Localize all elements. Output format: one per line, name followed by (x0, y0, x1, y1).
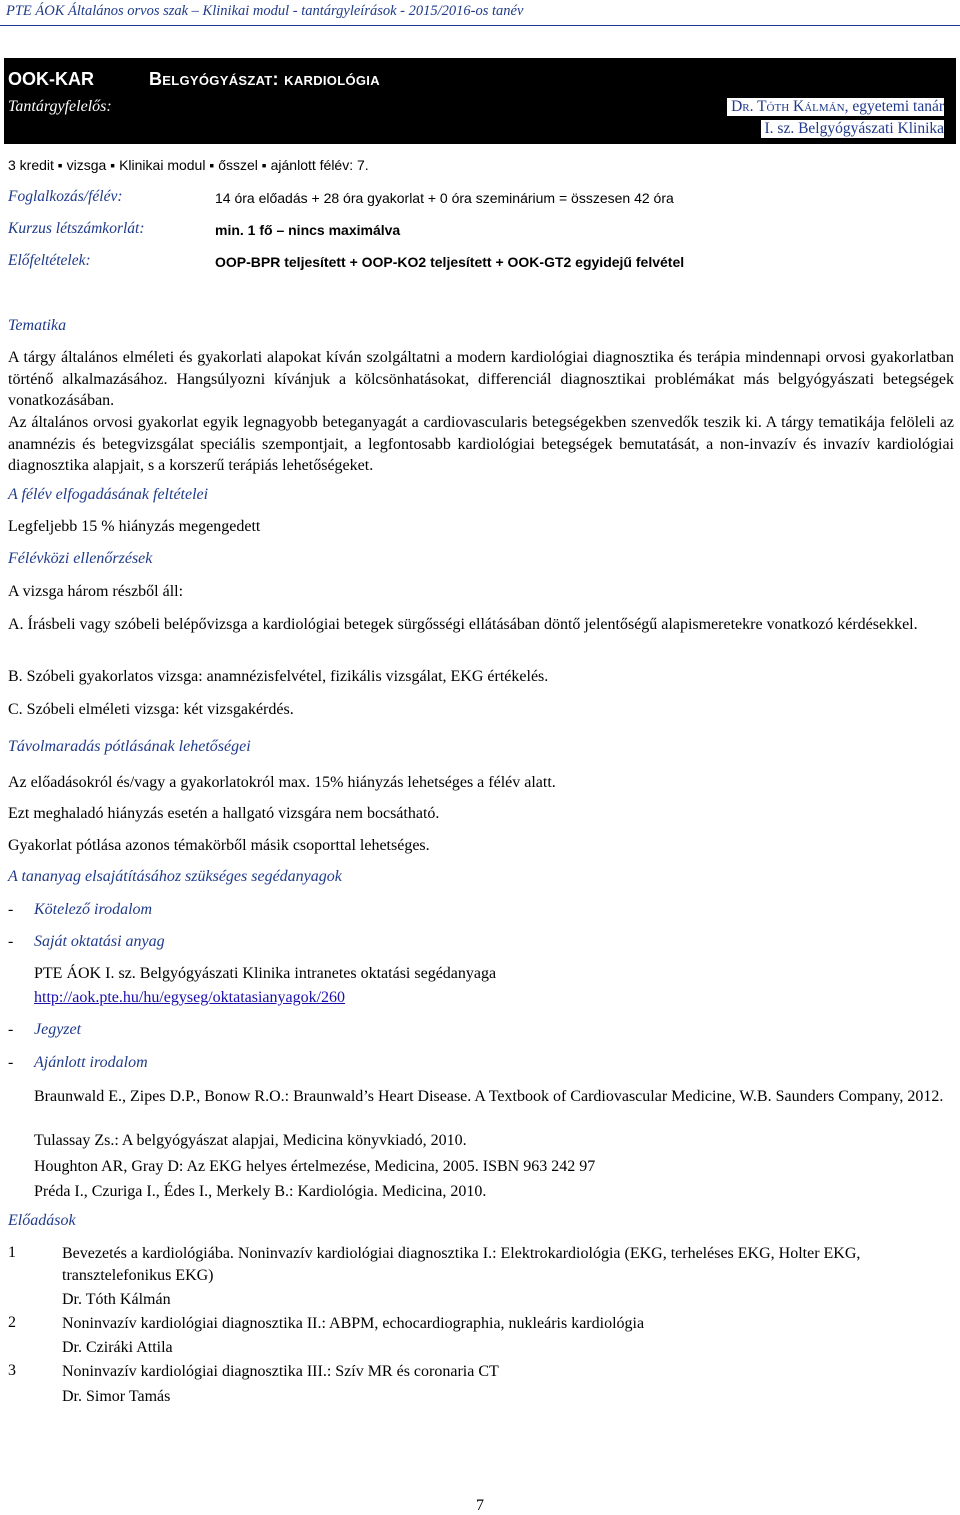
dash: - (8, 1021, 14, 1038)
lecture-topic: Noninvazív kardiológiai diagnosztika II.: ABPM, echocardiographia, nukleáris kardiológia (62, 1315, 645, 1332)
responsible-title: , egyetemi tanár (844, 98, 944, 115)
course-title-bar (4, 58, 956, 96)
lecture-topic: Bevezetés a kardiológiába. Noninvazív kardiológiai diagnosztika I.: Elektrokardiológia (EKG, terheléses EKG, Holter EKG, transztelefonikus EKG) (62, 1245, 861, 1284)
own-material-link[interactable]: http://aok.pte.hu/hu/egyseg/oktatasianyagok/260 (34, 989, 346, 1006)
dash: - (8, 933, 14, 950)
materials-item-label: Kötelező irodalom (34, 901, 153, 918)
lecture-lecturer: Dr. Cziráki Attila (62, 1339, 173, 1356)
lecture-number: 1 (8, 1244, 16, 1261)
prereq-label: Előfeltételek: (8, 252, 91, 269)
conditions-title: A félév elfogadásának feltételei (8, 486, 209, 503)
running-header: PTE ÁOK Általános orvos szak – Klinikai modul - tantárgyleírások - 2015/2016-os tanév (6, 3, 524, 19)
lecture-number: 3 (8, 1362, 16, 1379)
materials-item-required (8, 901, 152, 919)
responsible-department: I. sz. Belgyógyászati Klinika (761, 120, 945, 138)
prereq-value: OOP-BPR teljesített + OOP-KO2 teljesített + OOK-GT2 egyidejű felvétel (215, 254, 685, 270)
page-number: 7 (476, 1497, 484, 1514)
header-rule (0, 25, 960, 26)
lecture-number: 2 (8, 1314, 16, 1331)
responsible-block (4, 96, 956, 144)
responsible-name (727, 98, 944, 116)
materials-item-label: Saját oktatási anyag (34, 933, 165, 950)
materials-item-notes (8, 1021, 81, 1039)
conditions-text: Legfeljebb 15 % hiányzás megengedett (8, 518, 261, 535)
exams-title: Félévközi ellenőrzések (8, 550, 153, 567)
reference-2: Tulassay Zs.: A belgyógyászat alapjai, Medicina könyvkiadó, 2010. (34, 1132, 467, 1149)
tematika-title: Tematika (8, 317, 67, 334)
materials-item-label: Ajánlott irodalom (34, 1054, 148, 1071)
reference-3: Houghton AR, Gray D: Az EKG helyes értelmezése, Medicina, 2005. ISBN 963 242 97 (34, 1158, 596, 1175)
dash: - (8, 901, 14, 918)
materials-item-own (8, 933, 165, 951)
responsible-label: Tantárgyfelelős: (8, 98, 112, 115)
lecture-lecturer: Dr. Simor Tamás (62, 1388, 171, 1405)
credits-line: 3 kredit ▪ vizsga ▪ Klinikai modul ▪ ősszel ▪ ajánlott félév: 7. (8, 157, 369, 173)
lectures-title: Előadások (8, 1212, 76, 1229)
tematika-paragraph-2: Az általános orvosi gyakorlat egyik legnagyobb beteganyagát a cardiovascularis betegségekben szenvedők teszik ki. A tárgy tematikája felöleli az anamnézis és betegvizsgálat speciális szempontjait, a legfontosabb kardiológiai betegségek bemutatását, a non-invazív és invazív kardiológiai diagnosztika alapjait, s a korszerű terápiás lehetőségeket. (8, 414, 954, 474)
course-title: Belgyógyászat: kardiológia (149, 69, 380, 89)
own-material-text: PTE ÁOK I. sz. Belgyógyászati Klinika intranetes oktatási segédanyaga (34, 965, 497, 982)
materials-title: A tananyag elsajátításához szükséges segédanyagok (8, 868, 342, 885)
hours-label: Foglalkozás/félév: (8, 188, 123, 205)
exam-part-c: C. Szóbeli elméleti vizsga: két vizsgakérdés. (8, 701, 294, 718)
hours-value: 14 óra előadás + 28 óra gyakorlat + 0 óra szeminárium = összesen 42 óra (215, 190, 674, 206)
absence-title: Távolmaradás pótlásának lehetőségei (8, 738, 251, 755)
exam-part-b: B. Szóbeli gyakorlatos vizsga: anamnézisfelvétel, fizikális vizsgálat, EKG értékelés. (8, 668, 549, 685)
lecture-lecturer: Dr. Tóth Kálmán (62, 1291, 171, 1308)
lecture-topic: Noninvazív kardiológiai diagnosztika III.: Szív MR és coronaria CT (62, 1363, 499, 1380)
exam-part-a: A. Írásbeli vagy szóbeli belépővizsga a kardiológiai betegek sürgősségi ellátásában döntő jelentőségű alapismeretekre vonatkozó kérdésekkel. (8, 616, 918, 633)
dash: - (8, 1054, 14, 1071)
exams-intro: A vizsga három részből áll: (8, 583, 184, 600)
absence-line-3: Gyakorlat pótlása azonos témakörből másik csoporttal lehetséges. (8, 837, 430, 854)
absence-line-1: Az előadásokról és/vagy a gyakorlatokról max. 15% hiányzás lehetséges a félév alatt. (8, 774, 556, 791)
course-code: OOK-KAR (8, 69, 94, 89)
tematika-paragraph-1: A tárgy általános elméleti és gyakorlati alapokat kíván szolgáltatni a modern kardiológiai diagnosztika és terápia mindennapi orvosi gyakorlatban történő alkalmazásához. Hangsúlyozni kívánjuk a kölcsönhatásokat, differenciál diagnosztikai problémákat más belgyógyászati betegségek vonatkozásában. (8, 349, 954, 409)
capacity-label: Kurzus létszámkorlát: (8, 220, 145, 237)
materials-item-recommended (8, 1054, 148, 1072)
materials-item-label: Jegyzet (34, 1021, 82, 1038)
reference-1: Braunwald E., Zipes D.P., Bonow R.O.: Braunwald’s Heart Disease. A Textbook of Cardiovascular Medicine, W.B. Saunders Company, 2012. (34, 1088, 944, 1105)
absence-line-2: Ezt meghaladó hiányzás esetén a hallgató vizsgára nem bocsátható. (8, 805, 440, 822)
responsible-name-main: Dr. Tóth Kálmán (731, 98, 845, 115)
reference-4: Préda I., Czuriga I., Édes I., Merkely B.: Kardiológia. Medicina, 2010. (34, 1183, 487, 1200)
capacity-value: min. 1 fő – nincs maximálva (215, 222, 401, 238)
